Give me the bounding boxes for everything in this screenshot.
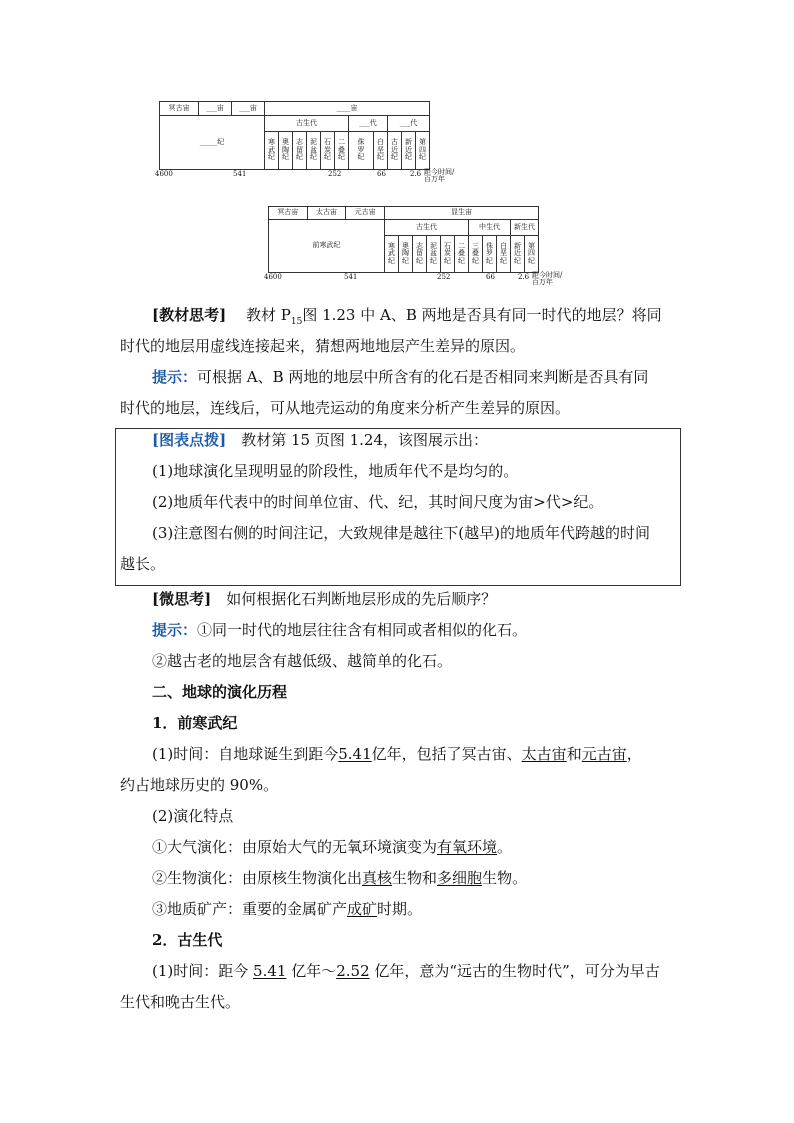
period-cell: 泥盆纪 <box>427 236 441 273</box>
axis-tick-label: 2.6 <box>518 273 530 281</box>
eon-proterozoic-cell: 元古宙 <box>346 207 385 220</box>
paragraph-line: ①大气演化：由原始大气的无氧环境演变为有氧环境。 <box>152 838 513 856</box>
axis-tick-label: 4600 <box>155 170 173 178</box>
axis-unit-label: 距今时间/百万年 <box>424 168 455 184</box>
chart-tips-line: (3)注意图右侧的时间注记，大致规律是越往下(越早)的地质年代跨越的时间 <box>152 524 650 542</box>
period-cell: 奥陶纪 <box>399 236 413 273</box>
textbook-think-line: [教材思考] 教材 $P_{15}$图 1.23 中 A、B 两地是否具有同一时代的地层？将同 <box>152 306 662 327</box>
hint-tag: 提示： <box>152 621 198 639</box>
eon-phanerozoic-cell: 显生宙 <box>385 207 539 220</box>
eon-hadean-cell: 冥古宙 <box>160 102 199 116</box>
period-cell: 寒武纪 <box>265 132 279 170</box>
eon-archean-cell: 太古宙 <box>307 207 346 220</box>
paragraph-line: ③地质矿产：重要的金属矿产成矿时期。 <box>152 900 423 918</box>
eon-hadean-cell: 冥古宙 <box>269 207 308 220</box>
period-cell: 泥盆纪 <box>307 132 321 170</box>
axis-unit-label: 距今时间/百万年 <box>532 271 563 287</box>
eon-blank-cell-2: ___宙 <box>232 102 265 116</box>
period-cell: 白垩纪 <box>497 236 511 273</box>
subsection-title: 2．古生代 <box>152 931 223 949</box>
period-cell: 古近纪 <box>388 132 402 170</box>
period-cell: 新近纪 <box>402 132 416 170</box>
textbook-think-tag: [教材思考] <box>152 306 227 324</box>
hint-tag: 提示： <box>152 368 198 386</box>
era-mesozoic-cell: 中生代 <box>469 220 511 236</box>
micro-think-line: [微思考] 如何根据化石判断地层形成的先后顺序？ <box>152 590 497 608</box>
section-heading: 二、地球的演化历程 <box>152 683 288 701</box>
period-cell: 志留纪 <box>293 132 307 170</box>
chart-tips-line: 越长。 <box>120 555 166 573</box>
era-paleozoic-cell: 古生代 <box>265 116 349 132</box>
axis-tick-label: 541 <box>344 273 358 281</box>
paragraph-line: (1)时间：距今 5.41 亿年～2.52 亿年，意为“远古的生物时代”，可分为早古 <box>152 962 660 980</box>
chart-tips-line: (1)地球演化呈现明显的阶段性，地质年代不是均匀的。 <box>152 462 519 480</box>
period-cell: 奥陶纪 <box>279 132 293 170</box>
axis-tick-label: 4600 <box>264 273 282 281</box>
period-cell: 三叠纪 <box>469 236 483 273</box>
axis-tick-label: 2.6 <box>410 170 422 178</box>
chart-tips-line: (2)地质年代表中的时间单位宙、代、纪，其时间尺度为宙>代>纪。 <box>152 493 604 511</box>
period-cell: 二叠纪 <box>455 236 469 273</box>
hint-line: 时代的地层，连线后，可从地壳运动的角度来分析产生差异的原因。 <box>120 399 571 417</box>
period-cell: 侏罗纪 <box>349 132 374 170</box>
precambrian-cell: 前寒武纪 <box>269 220 385 273</box>
micro-hint-line: 提示：①同一时代的地层往往含有相同或者相似的化石。 <box>152 621 528 639</box>
precambrian-blank-cell: _____纪 <box>160 116 265 170</box>
era-blank-cell-1: ___代 <box>349 116 388 132</box>
chart-tips-tag: [图表点拨] <box>152 431 227 449</box>
axis-tick-label: 252 <box>328 170 342 178</box>
era-blank-cell-2: ___代 <box>388 116 430 132</box>
axis-tick-label: 66 <box>377 170 386 178</box>
period-cell: 新近纪 <box>511 236 525 273</box>
chart-tips-line: [图表点拨] 教材第 15 页图 1.24，该图展示出： <box>152 431 489 449</box>
period-cell: 二叠纪 <box>335 132 349 170</box>
period-cell: 石炭纪 <box>441 236 455 273</box>
eon-blank-cell-3: ____宙 <box>265 102 430 116</box>
period-cell: 白垩纪 <box>374 132 388 170</box>
period-cell: 第四纪 <box>416 132 430 170</box>
paragraph-line: 约占地球历史的 90%。 <box>120 776 279 794</box>
era-cenozoic-cell: 新生代 <box>511 220 539 236</box>
micro-think-tag: [微思考] <box>152 590 212 608</box>
period-cell: 侏罗纪 <box>483 236 497 273</box>
period-cell: 石炭纪 <box>321 132 335 170</box>
subsection-title: 1．前寒武纪 <box>152 714 238 732</box>
paragraph-line: ②生物演化：由原核生物演化出真核生物和多细胞生物。 <box>152 869 528 887</box>
hint-line: 提示：可根据 A、B 两地的地层中所含有的化石是否相同来判断是否具有同 <box>152 368 649 386</box>
eon-blank-cell-1: ___宙 <box>199 102 232 116</box>
paragraph-line: (2)演化特点 <box>152 807 234 825</box>
geologic-time-table-blank <box>159 101 430 170</box>
geologic-time-table-answer <box>268 206 539 273</box>
period-cell: 寒武纪 <box>385 236 399 273</box>
micro-hint-line: ②越古老的地层含有越低级、越简单的化石。 <box>152 652 453 670</box>
axis-tick-label: 541 <box>233 170 247 178</box>
axis-tick-label: 252 <box>437 273 451 281</box>
period-cell: 志留纪 <box>413 236 427 273</box>
era-paleozoic-cell: 古生代 <box>385 220 469 236</box>
paragraph-line: 生代和晚古生代。 <box>120 993 241 1011</box>
textbook-think-line: 时代的地层用虚线连接起来，猜想两地地层产生差异的原因。 <box>120 337 526 355</box>
paragraph-line: (1)时间：自地球诞生到距今5.41亿年，包括了冥古宙、太古宙和元古宙， <box>152 745 642 763</box>
axis-tick-label: 66 <box>486 273 495 281</box>
period-cell: 第四纪 <box>525 236 539 273</box>
